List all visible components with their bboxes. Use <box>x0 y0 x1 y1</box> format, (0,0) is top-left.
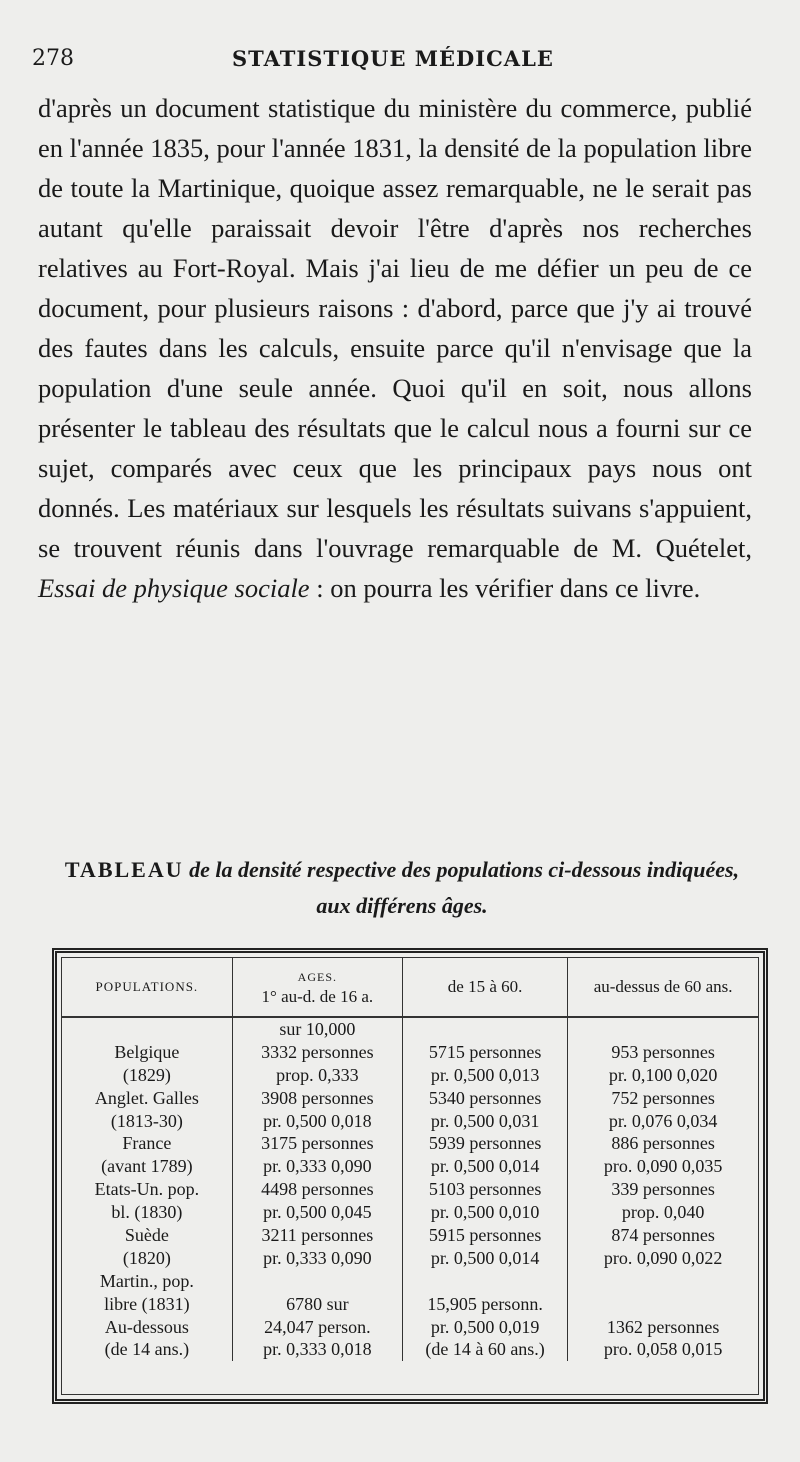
table-cell: 4498 personnes <box>261 1179 374 1200</box>
running-head: STATISTIQUE MÉDICALE <box>232 46 554 71</box>
table-cell <box>405 1018 565 1041</box>
table-cell: pr. 0,500 0,010 <box>430 1202 540 1223</box>
body-text-after: : on pourra les vérifier dans ce livre. <box>309 573 701 603</box>
table-cell: 874 personnes <box>611 1225 715 1246</box>
table-cell <box>570 1018 756 1041</box>
table-cell: bl. (1830) <box>111 1202 183 1223</box>
header-col2-label: 1° au-d. de 16 a. <box>261 987 374 1006</box>
table-cell: pr. 0,500 0,013 <box>430 1064 540 1085</box>
header-col4: au-dessus de 60 ans. <box>568 958 758 1017</box>
table-cell: pro. 0,090 0,035 <box>603 1156 723 1177</box>
table-cell: Belgique <box>114 1041 180 1062</box>
table-cell: 3175 personnes <box>261 1133 374 1154</box>
table-cell: France <box>122 1133 172 1154</box>
table-cell: (1813-30) <box>110 1110 183 1131</box>
table-cell: (1820) <box>122 1247 171 1268</box>
table-cell: (de 14 ans.) <box>104 1339 190 1360</box>
table-cell: 6780 sur <box>286 1293 349 1314</box>
table-cell: prop. 0,333 <box>276 1064 359 1085</box>
body-paragraph <box>38 88 752 608</box>
table-cell: Suède <box>124 1225 169 1246</box>
table-cell: 5939 personnes <box>428 1133 542 1154</box>
table-inner-border <box>61 957 759 1395</box>
table-cell: 3332 personnes <box>261 1041 374 1062</box>
column-over-60 <box>568 1017 758 1361</box>
table-cell: sur 10,000 <box>279 1019 356 1039</box>
table-cell: 752 personnes <box>611 1087 715 1108</box>
density-table <box>62 958 758 1361</box>
page-number: 278 <box>32 46 74 71</box>
header-ages-label: AGES. <box>297 970 338 984</box>
table-cell: prop. 0,040 <box>621 1202 705 1223</box>
table-frame <box>52 948 768 1404</box>
table-cell: (de 14 à 60 ans.) <box>425 1339 545 1360</box>
table-cell: 5715 personnes <box>428 1041 542 1062</box>
table-cell: Etats-Un. pop. <box>94 1179 200 1200</box>
book-title: Essai de physique sociale <box>38 573 310 603</box>
table-cell: 5103 personnes <box>428 1179 542 1200</box>
table-cell: pr. 0,076 0,034 <box>608 1110 718 1131</box>
table-cell: pr. 0,500 0,031 <box>430 1110 540 1131</box>
table-title-rest: de la densité respective des populations ci-dessous indiquées, aux différens âges. <box>183 857 740 918</box>
table-cell: pr. 0,500 0,014 <box>430 1247 540 1268</box>
table-cell: 339 personnes <box>611 1179 715 1200</box>
table-cell: 24,047 person. <box>264 1316 371 1337</box>
table-cell: pr. 0,500 0,045 <box>263 1202 372 1223</box>
table-cell: 15,905 personn. <box>427 1293 543 1314</box>
table-cell: 953 personnes <box>611 1041 715 1062</box>
table-cell: (1829) <box>122 1064 171 1085</box>
table-cell: pr. 0,333 0,090 <box>263 1247 372 1268</box>
header-col2 <box>232 958 402 1017</box>
table-cell <box>570 1293 756 1316</box>
table-cell: 5340 personnes <box>428 1087 542 1108</box>
table-cell <box>64 1018 230 1041</box>
page-header <box>32 40 752 80</box>
column-populations <box>62 1017 232 1361</box>
column-15-to-60 <box>402 1017 567 1361</box>
table-cell: pro. 0,090 0,022 <box>603 1247 723 1268</box>
column-under-16 <box>232 1017 402 1361</box>
table-cell: Martin., pop. <box>99 1270 194 1291</box>
header-col3: de 15 à 60. <box>402 958 567 1017</box>
table-cell: pr. 0,333 0,090 <box>263 1156 372 1177</box>
table-body-row <box>62 1017 758 1361</box>
table-cell: 1362 personnes <box>606 1316 720 1337</box>
table-cell: 886 personnes <box>611 1133 715 1154</box>
header-populations: POPULATIONS. <box>62 958 232 1017</box>
table-cell: pr. 0,333 0,018 <box>263 1339 372 1360</box>
table-cell: 3908 personnes <box>261 1087 374 1108</box>
table-cell: pro. 0,058 0,015 <box>603 1339 723 1360</box>
table-cell: Au-dessous <box>104 1316 189 1337</box>
table-header-row <box>62 958 758 1017</box>
table-cell: 5915 personnes <box>428 1225 542 1246</box>
table-cell: Anglet. Galles <box>94 1087 199 1108</box>
table-cell: pr. 0,100 0,020 <box>608 1064 718 1085</box>
table-cell: pr. 0,500 0,019 <box>430 1316 540 1337</box>
table-cell <box>235 1270 400 1293</box>
table-cell: 3211 personnes <box>261 1225 374 1246</box>
body-text-before: d'après un document statistique du ministère du commerce, publié en l'année 1835, pour l'année 1831, la densité de la population libre de toute la Martinique, quoique assez remarquable, ne le serait pas autant qu'elle paraissait devoir l'être d'après nos recherches relatives au Fort-Royal. Mais j'ai lieu de me défier un peu de ce document, pour plusieurs raisons : d'abord, parce que j'y ai trouvé des fautes dans les calculs, ensuite parce qu'il n'envisage que la population d'une seule année. Quoi qu'il en soit, nous allons présenter le tableau des résultats que le calcul nous a fourni sur ce sujet, comparés avec ceux que les principaux pays nous ont donnés. Les matériaux sur lesquels les résultats suivans s'appuient, se trouvent réunis dans l'ouvrage remarquable de M. Quételet, <box>38 93 752 563</box>
table-title-caps: TABLEAU <box>64 857 184 882</box>
table-cell <box>570 1270 756 1293</box>
table-cell: (avant 1789) <box>101 1156 193 1177</box>
table-cell: libre (1831) <box>104 1293 190 1314</box>
table-cell <box>405 1270 565 1293</box>
table-cell: pr. 0,500 0,014 <box>430 1156 540 1177</box>
table-title <box>48 852 756 924</box>
table-cell: pr. 0,500 0,018 <box>263 1110 372 1131</box>
